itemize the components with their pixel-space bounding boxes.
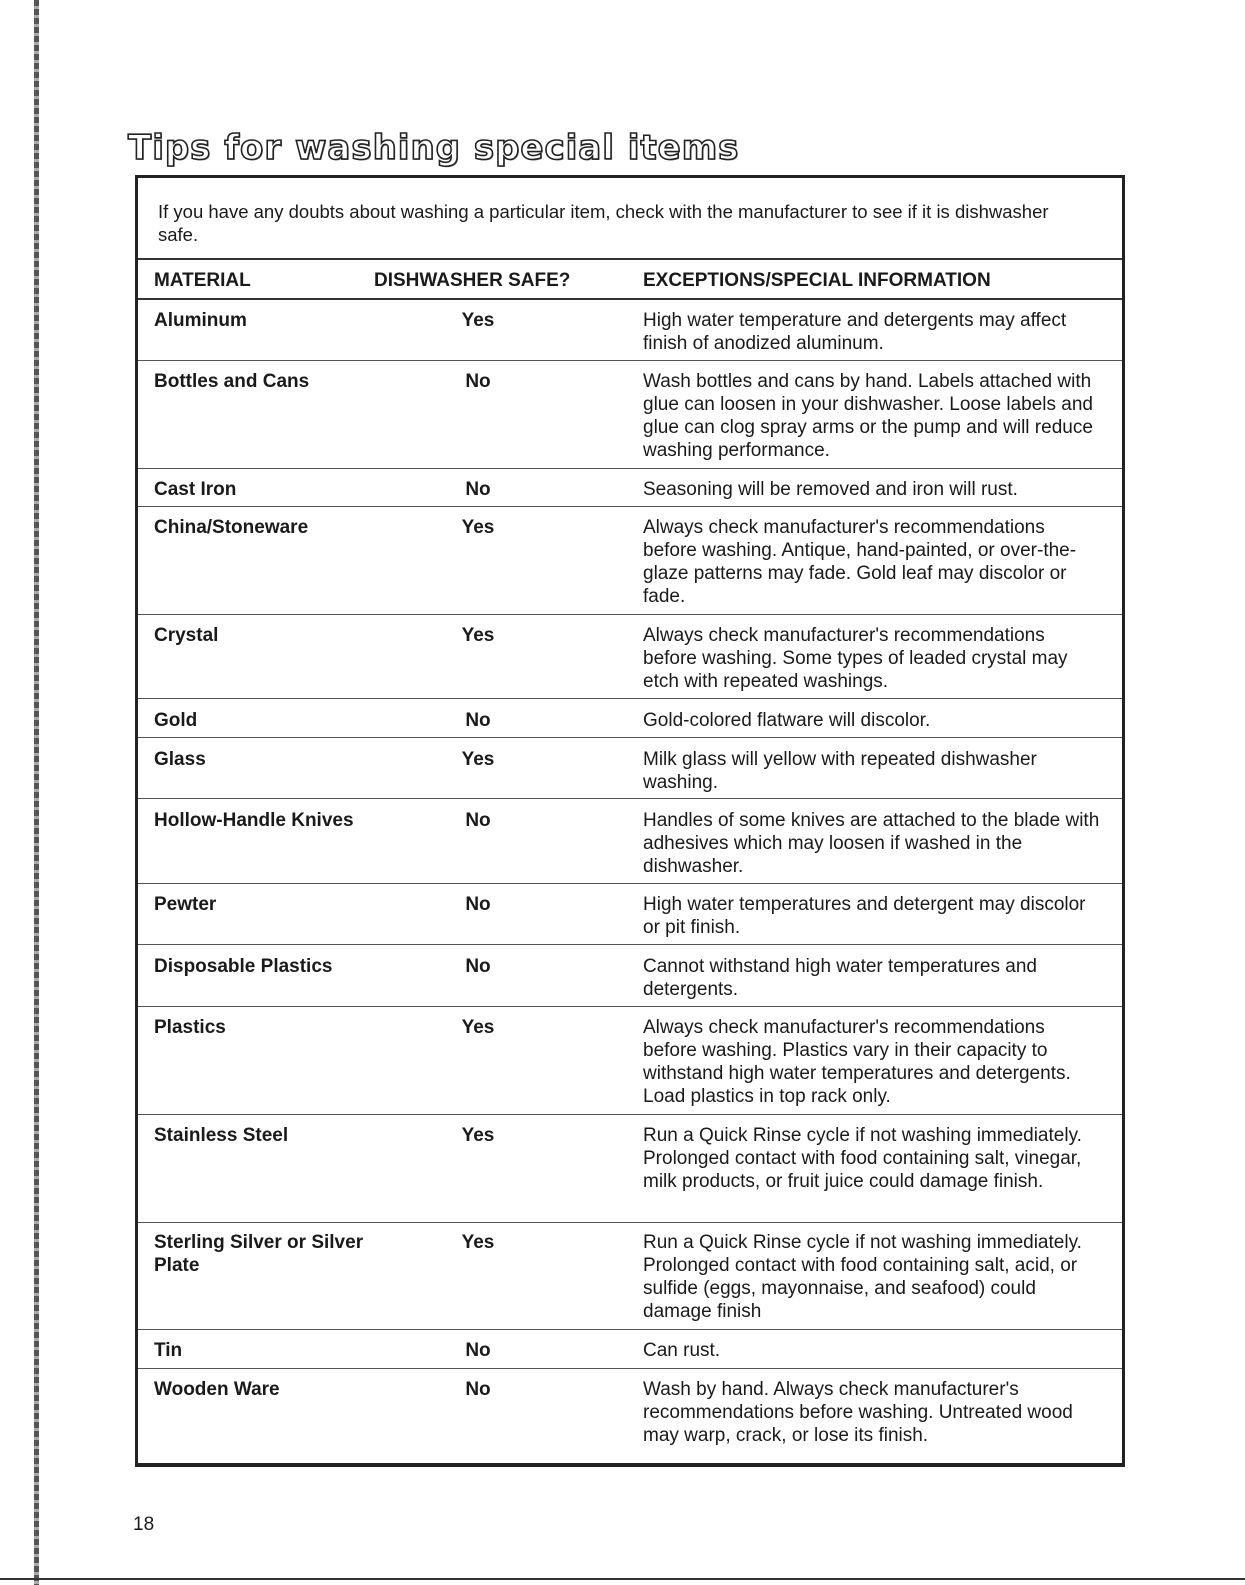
row-material: Tin — [154, 1340, 183, 1361]
row-safe: No — [465, 371, 491, 392]
row-safe: No — [465, 479, 491, 500]
bottom-rule — [0, 1578, 1245, 1580]
header-rule-top — [138, 258, 1122, 260]
row-material: Wooden Ware — [154, 1379, 280, 1400]
row-material: Disposable Plastics — [154, 956, 333, 977]
row-divider — [138, 468, 1122, 469]
row-safe: Yes — [461, 1125, 495, 1146]
row-divider — [138, 1006, 1122, 1007]
row-info: Always check manufacturer's recommendations before washing. Some types of leaded crystal may etch with repeated washings. — [643, 625, 1068, 692]
row-material: Glass — [154, 749, 206, 770]
page-number: 18 — [133, 1514, 155, 1535]
page-title: Tips for washing special items — [128, 128, 740, 168]
row-material: Stainless Steel — [154, 1125, 289, 1146]
row-divider — [138, 737, 1122, 738]
row-info: Seasoning will be removed and iron will rust. — [643, 479, 1018, 500]
row-material: China/Stoneware — [154, 517, 309, 538]
row-material: Aluminum — [154, 310, 247, 331]
row-divider — [138, 614, 1122, 615]
binding-edge — [34, 0, 39, 1585]
row-material: Bottles and Cans — [154, 371, 310, 392]
row-safe: Yes — [461, 517, 495, 538]
row-info: Handles of some knives are attached to the blade with adhesives which may loosen if washed in the dishwasher. — [643, 810, 1100, 877]
row-info: Gold-colored flatware will discolor. — [643, 710, 931, 731]
row-material: Cast Iron — [154, 479, 237, 500]
special-items-table — [135, 175, 1125, 1467]
row-material: Pewter — [154, 894, 217, 915]
header-exceptions: EXCEPTIONS/SPECIAL INFORMATION — [643, 270, 991, 291]
row-info: Run a Quick Rinse cycle if not washing immediately. Prolonged contact with food containing salt, vinegar, milk products, or fruit juice could damage finish. — [643, 1125, 1082, 1192]
header-dishwasher-safe: DISHWASHER SAFE? — [374, 270, 571, 291]
row-divider — [138, 1114, 1122, 1115]
row-divider — [138, 506, 1122, 507]
row-material: Hollow-Handle Knives — [154, 810, 354, 831]
row-info: High water temperature and detergents may affect finish of anodized aluminum. — [643, 310, 1067, 354]
row-safe: No — [465, 710, 491, 731]
row-safe: Yes — [461, 1232, 495, 1253]
intro-text: If you have any doubts about washing a particular item, check with the manufacturer to see if it is dishwasher safe. — [158, 201, 1049, 245]
row-safe: No — [465, 894, 491, 915]
row-info: Wash bottles and cans by hand. Labels attached with glue can loosen in your dishwasher. Loose labels and glue can clog spray arms or the pump and will reduce washing performance. — [643, 371, 1093, 461]
row-info: Milk glass will yellow with repeated dishwasher washing. — [643, 749, 1037, 793]
row-safe: Yes — [461, 625, 495, 646]
row-material: Gold — [154, 710, 198, 731]
row-divider — [138, 1222, 1122, 1223]
row-material: Crystal — [154, 625, 219, 646]
row-material: Sterling Silver or Silver Plate — [154, 1232, 364, 1276]
row-safe: No — [465, 1340, 491, 1361]
row-divider — [138, 1329, 1122, 1330]
row-info: Cannot withstand high water temperatures and detergents. — [643, 956, 1037, 1000]
row-safe: No — [465, 956, 491, 977]
row-divider — [138, 698, 1122, 699]
row-divider — [138, 944, 1122, 945]
row-safe: Yes — [461, 749, 495, 770]
row-safe: Yes — [461, 1017, 495, 1038]
row-material: Plastics — [154, 1017, 226, 1038]
row-divider — [138, 1368, 1122, 1369]
row-safe: No — [465, 810, 491, 831]
row-divider — [138, 883, 1122, 884]
row-info: High water temperatures and detergent may discolor or pit finish. — [643, 894, 1086, 938]
header-material: MATERIAL — [154, 270, 251, 291]
row-info: Run a Quick Rinse cycle if not washing immediately. Prolonged contact with food containing salt, acid, or sulfide (eggs, mayonnaise, and seafood) could damage finish — [643, 1232, 1082, 1322]
row-safe: No — [465, 1379, 491, 1400]
row-safe: Yes — [461, 310, 495, 331]
row-info: Wash by hand. Always check manufacturer's recommendations before washing. Untreated wood may warp, crack, or lose its finish. — [643, 1379, 1073, 1446]
header-rule-bottom — [138, 298, 1122, 300]
row-info: Always check manufacturer's recommendations before washing. Plastics vary in their capacity to withstand high water temperatures and detergents. Load plastics in top rack only. — [643, 1017, 1071, 1107]
row-info: Always check manufacturer's recommendations before washing. Antique, hand-painted, or over-the-glaze patterns may fade. Gold leaf may discolor or fade. — [643, 517, 1077, 607]
row-info: Can rust. — [643, 1340, 721, 1361]
row-divider — [138, 360, 1122, 361]
row-divider — [138, 798, 1122, 799]
